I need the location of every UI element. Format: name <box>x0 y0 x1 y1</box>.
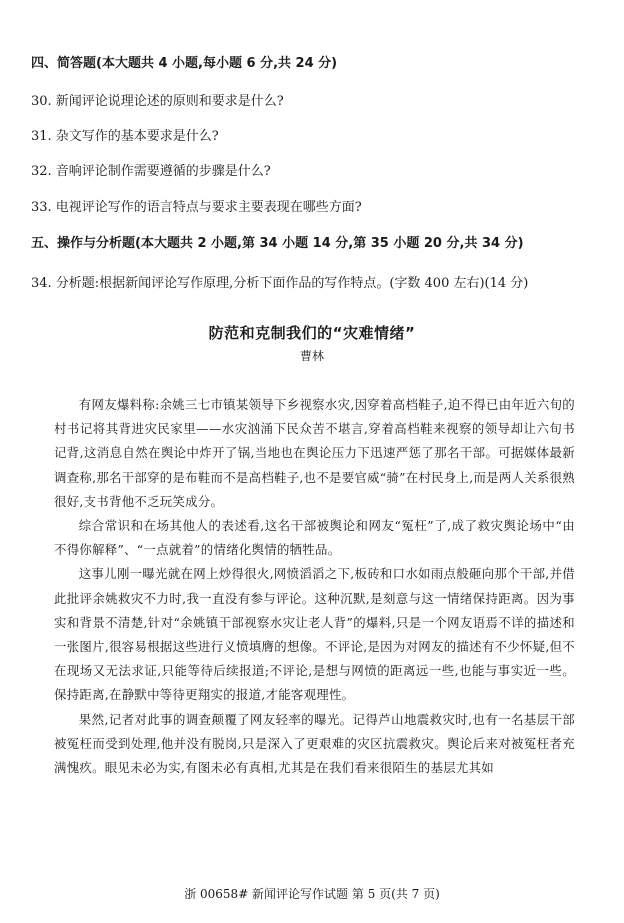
page-footer: 浙 00658# 新闻评论写作试题 第 5 页(共 7 页) <box>184 887 440 901</box>
question-31: 31. 杂文写作的基本要求是什么? <box>31 129 219 144</box>
article-paragraph-2: 综合常识和在场其他人的表述看,这名干部被舆论和网友“冤枉”了,成了救灾舆论场中“由不得你解释”、“一点就着”的情绪化舆情的牺牲品。 <box>54 518 575 558</box>
article-author: 曹林 <box>299 349 324 363</box>
question-34: 34. 分析题:根据新闻评论写作原理,分析下面作品的写作特点。(字数 400 左右)(14 分) <box>31 276 529 291</box>
question-33: 33. 电视评论写作的语言特点与要求主要表现在哪些方面? <box>31 200 362 215</box>
section-4-heading: 四、简答题(本大题共 4 小题,每小题 6 分,共 24 分) <box>31 56 338 71</box>
question-32: 32. 音响评论制作需要遵循的步骤是什么? <box>31 164 271 179</box>
article-title: 防范和克制我们的“灾难情绪” <box>208 324 416 342</box>
question-30: 30. 新闻评论说理论述的原则和要求是什么? <box>31 94 284 109</box>
article-body <box>54 393 575 780</box>
article-paragraph-4: 果然,记者对此事的调查颠覆了网友轻率的曝光。记得芦山地震救灾时,也有一名基层干部被冤枉而受到处理,他并没有脱岗,只是深入了更艰难的灾区抗震救灾。舆论后来对被冤枉者充满愧疚。眼见未必为实,有图未必有真相,尤其是在我们看来很陌生的基层尤其如 <box>54 711 575 776</box>
article-paragraph-3: 这事儿刚一曝光就在网上炒得很火,网愤滔滔之下,板砖和口水如雨点般砸向那个干部,并借此批评余姚救灾不力时,我一直没有参与评论。这种沉默,是刻意与这一情绪保持距离。因为事实和背景不清楚,针对“余姚镇干部视察水灾让老人背”的爆料,只是一个网友语焉不详的描述和一张图片,很容易根据这些进行义愤填膺的想像。不评论,是因为对网友的描述有不少怀疑,但不在现场又无法求证,只能等待后续报道;不评论,是想与网愤的距离远一些,也能与事实近一些。保持距离,在静默中等待更翔实的报道,才能客观理性。 <box>54 566 575 703</box>
article-paragraph-1: 有网友爆料称:余姚三七市镇某领导下乡视察水灾,因穿着高档鞋子,迫不得已由年近六旬的村书记将其背进灾民家里——水灾汹涌下民众苦不堪言,穿着高档鞋来视察的领导却让六旬书记背,这消息自然在舆论中炸开了锅,当地也在舆论压力下迅速严惩了那名干部。可据媒体最新调查称,那名干部穿的是布鞋而不是高档鞋子,也不是要官威“骑”在村民身上,而是两人关系很熟很好,支书背他不乏玩笑成分。 <box>54 397 575 509</box>
section-5-heading: 五、操作与分析题(本大题共 2 小题,第 34 小题 14 分,第 35 小题 20 分,共 34 分) <box>31 236 524 251</box>
